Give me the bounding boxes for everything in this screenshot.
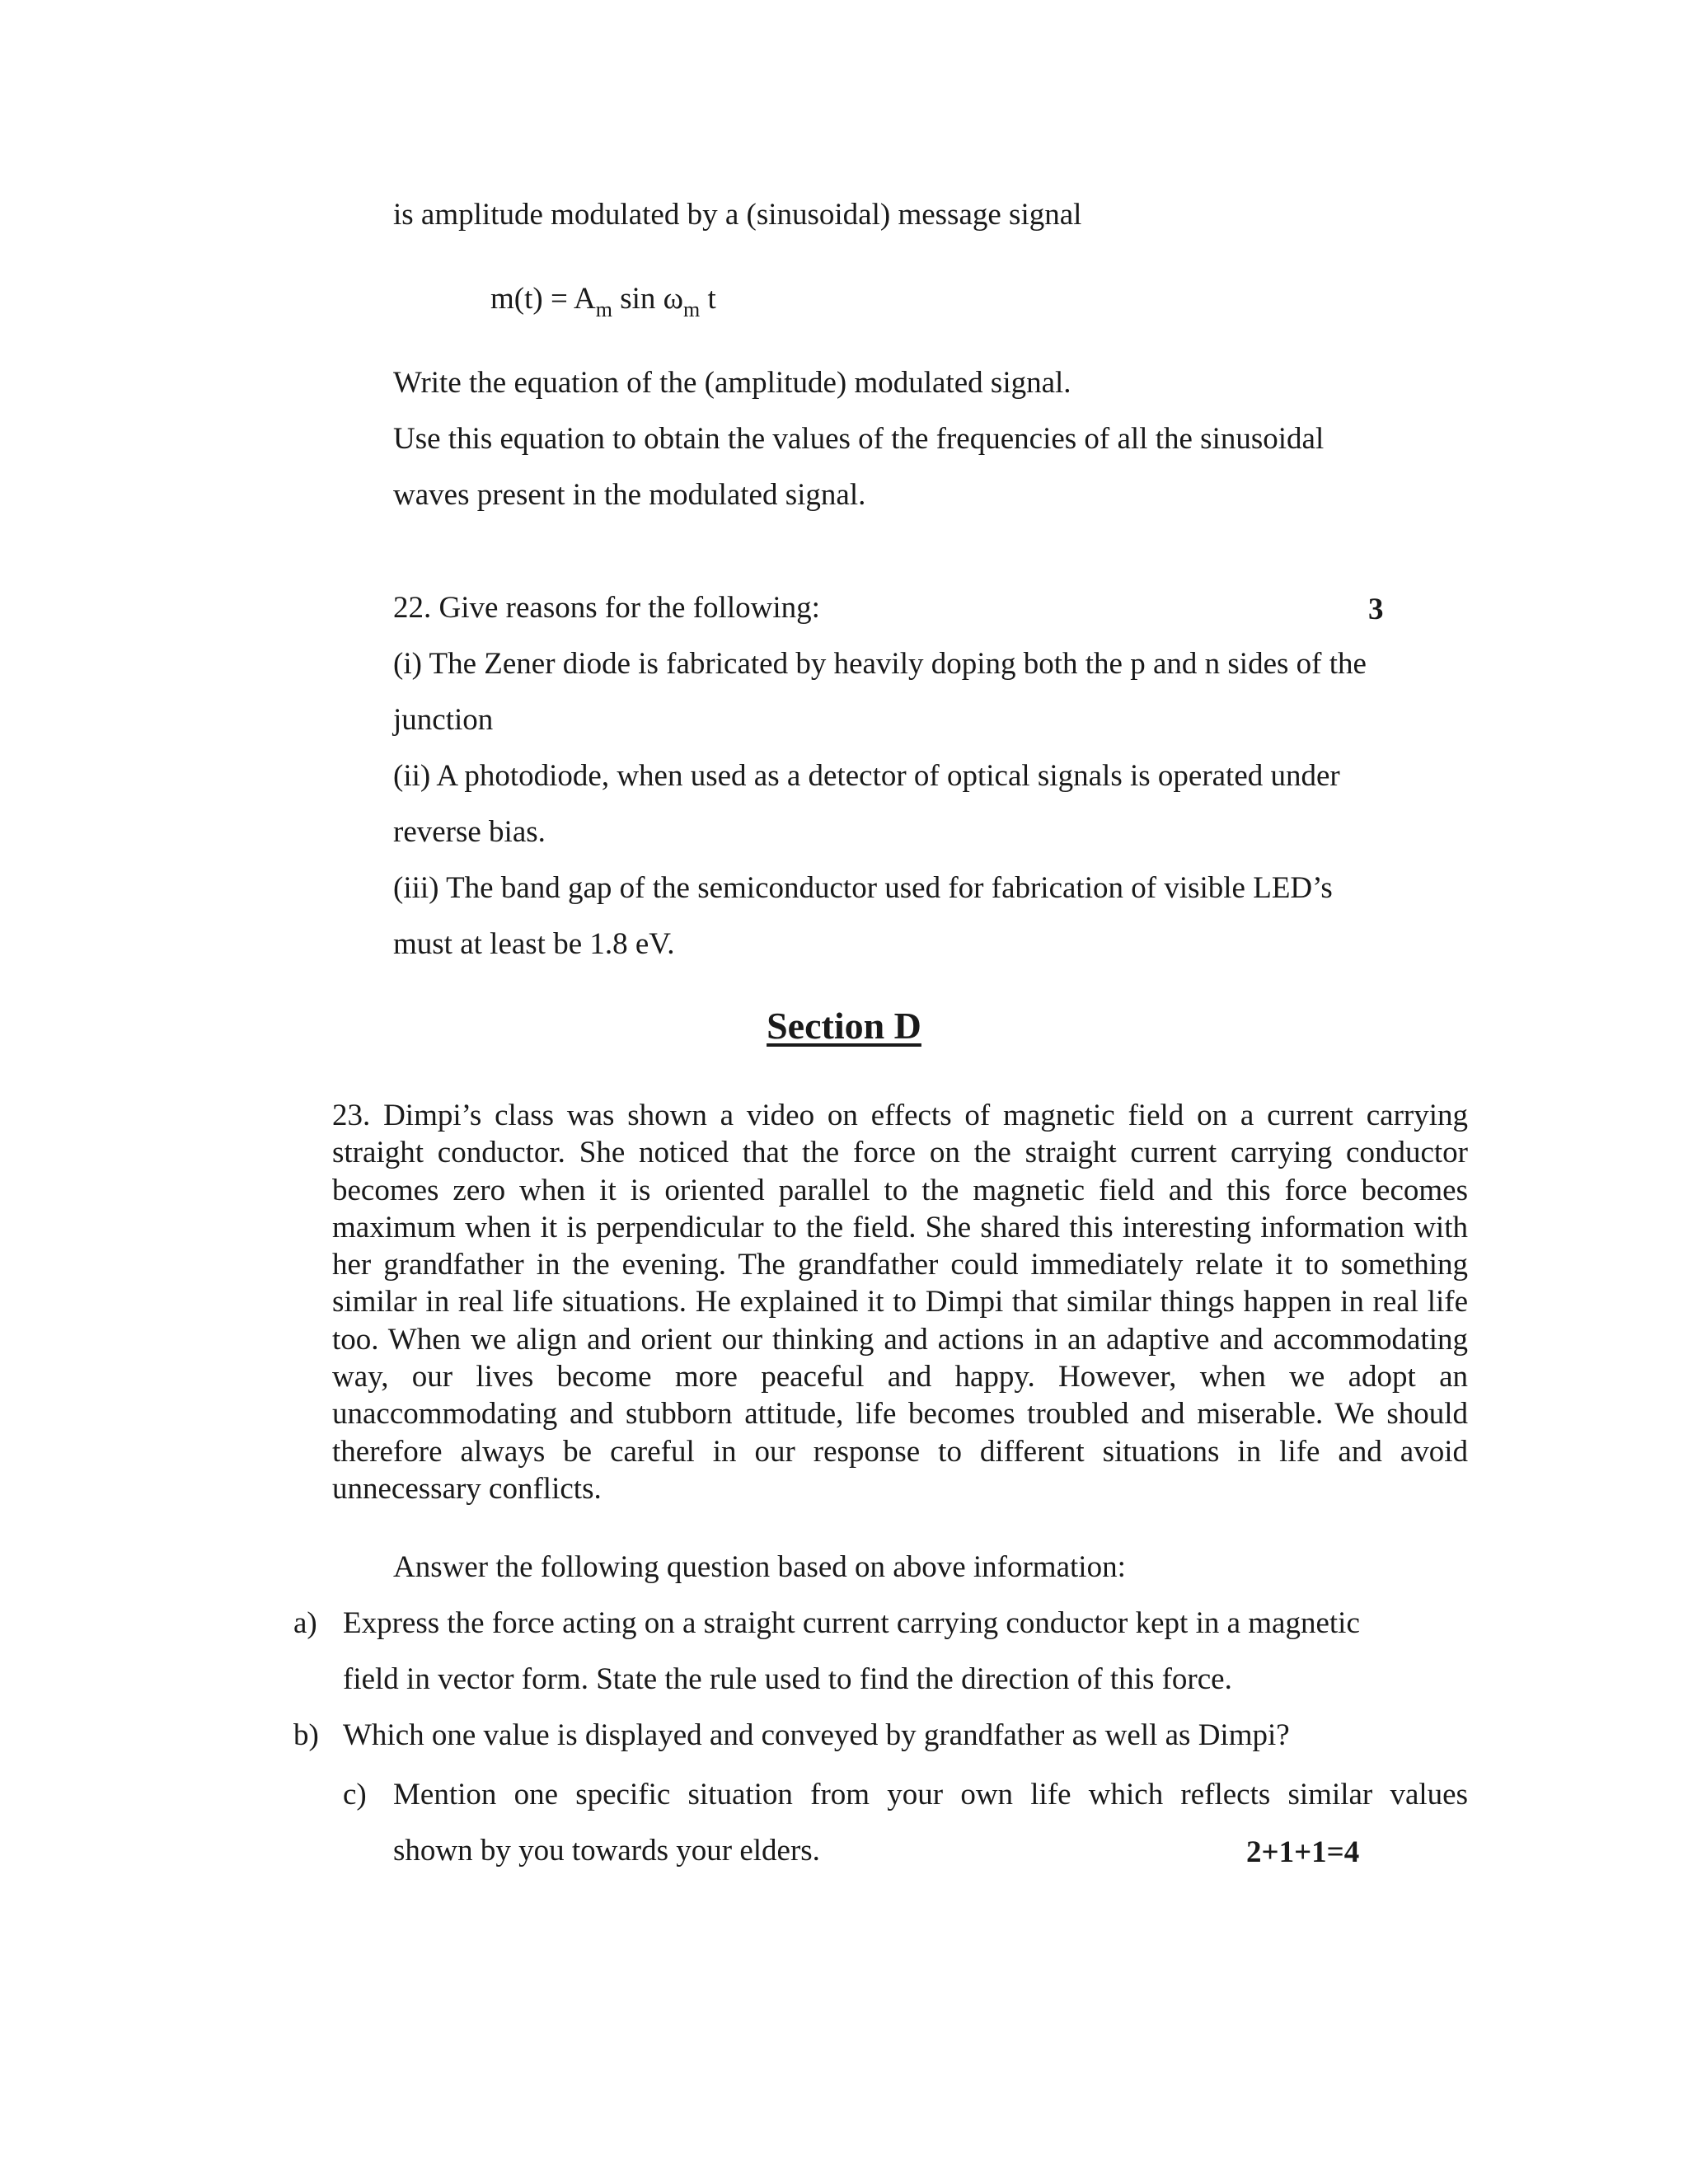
q21-line-2: Write the equation of the (amplitude) modulated signal. bbox=[393, 366, 1071, 400]
q23-instruction: Answer the following question based on above information: bbox=[393, 1550, 1126, 1584]
q23-paragraph: 23. Dimpi’s class was shown a video on effects of magnetic field on a current carrying straight conductor. She noticed that the force on the straight current carrying conductor becomes zero when it is oriented parallel to the magnetic field and this force becomes maximum when it is perpendicular to the field. She shared this interesting information with her grandfather in the evening. The grandfather could immediately relate it to something similar in real life situations. He explained it to Dimpi that similar things happen in real life too. When we align and orient our thinking and actions in an adaptive and accommodating way, our lives become more peaceful and happy. However, when we adopt an unaccommodating and stubborn attitude, life becomes troubled and miserable. We should therefore always be careful in our response to different situations in life and avoid unnecessary conflicts. bbox=[332, 1099, 1468, 1506]
equation-subscript-am: m bbox=[595, 298, 612, 321]
q22-item-iii-line-1: (iii) The band gap of the semiconductor used for fabrication of visible LED’s bbox=[393, 871, 1333, 905]
equation-middle: sin ω bbox=[612, 282, 684, 316]
q21-line-3: Use this equation to obtain the values of the frequencies of all the sinusoidal bbox=[393, 422, 1325, 456]
q21-line-4: waves present in the modulated signal. bbox=[393, 478, 866, 512]
q22-heading: 22. Give reasons for the following: bbox=[393, 591, 820, 625]
q23-a-marker: a) bbox=[293, 1606, 317, 1640]
q22-marks: 3 bbox=[1368, 593, 1384, 626]
q21-line-1: is amplitude modulated by a (sinusoidal) message signal bbox=[393, 198, 1082, 232]
section-title: Section D bbox=[767, 1005, 921, 1047]
q22-item-ii-line-2: reverse bias. bbox=[393, 815, 546, 849]
q22-item-iii-line-2: must at least be 1.8 eV. bbox=[393, 927, 675, 961]
q22-item-i-line-2: junction bbox=[393, 703, 494, 737]
q23-b-marker: b) bbox=[293, 1718, 319, 1752]
q23-c-line-1: Mention one specific situation from your own life which reflects similar values bbox=[393, 1778, 1468, 1811]
q23-c-line-2: shown by you towards your elders. bbox=[393, 1834, 820, 1868]
q23-b-line-1: Which one value is displayed and conveyed by grandfather as well as Dimpi? bbox=[343, 1718, 1290, 1752]
message-signal-equation bbox=[490, 282, 716, 321]
equation-subscript-wm: m bbox=[683, 298, 701, 321]
q23-marks: 2+1+1=4 bbox=[1246, 1835, 1360, 1869]
q22-item-i-line-1: (i) The Zener diode is fabricated by heavily doping both the p and n sides of the bbox=[393, 647, 1367, 681]
q23-a-line-2: field in vector form. State the rule used to find the direction of this force. bbox=[343, 1662, 1232, 1696]
q23-c-marker: c) bbox=[343, 1778, 367, 1811]
q22-item-ii-line-1: (ii) A photodiode, when used as a detector of optical signals is operated under bbox=[393, 759, 1340, 793]
equation-prefix: m(t) = A bbox=[490, 282, 596, 316]
q23-a-line-1: Express the force acting on a straight current carrying conductor kept in a magnetic bbox=[343, 1606, 1360, 1640]
equation-suffix: t bbox=[700, 282, 716, 316]
